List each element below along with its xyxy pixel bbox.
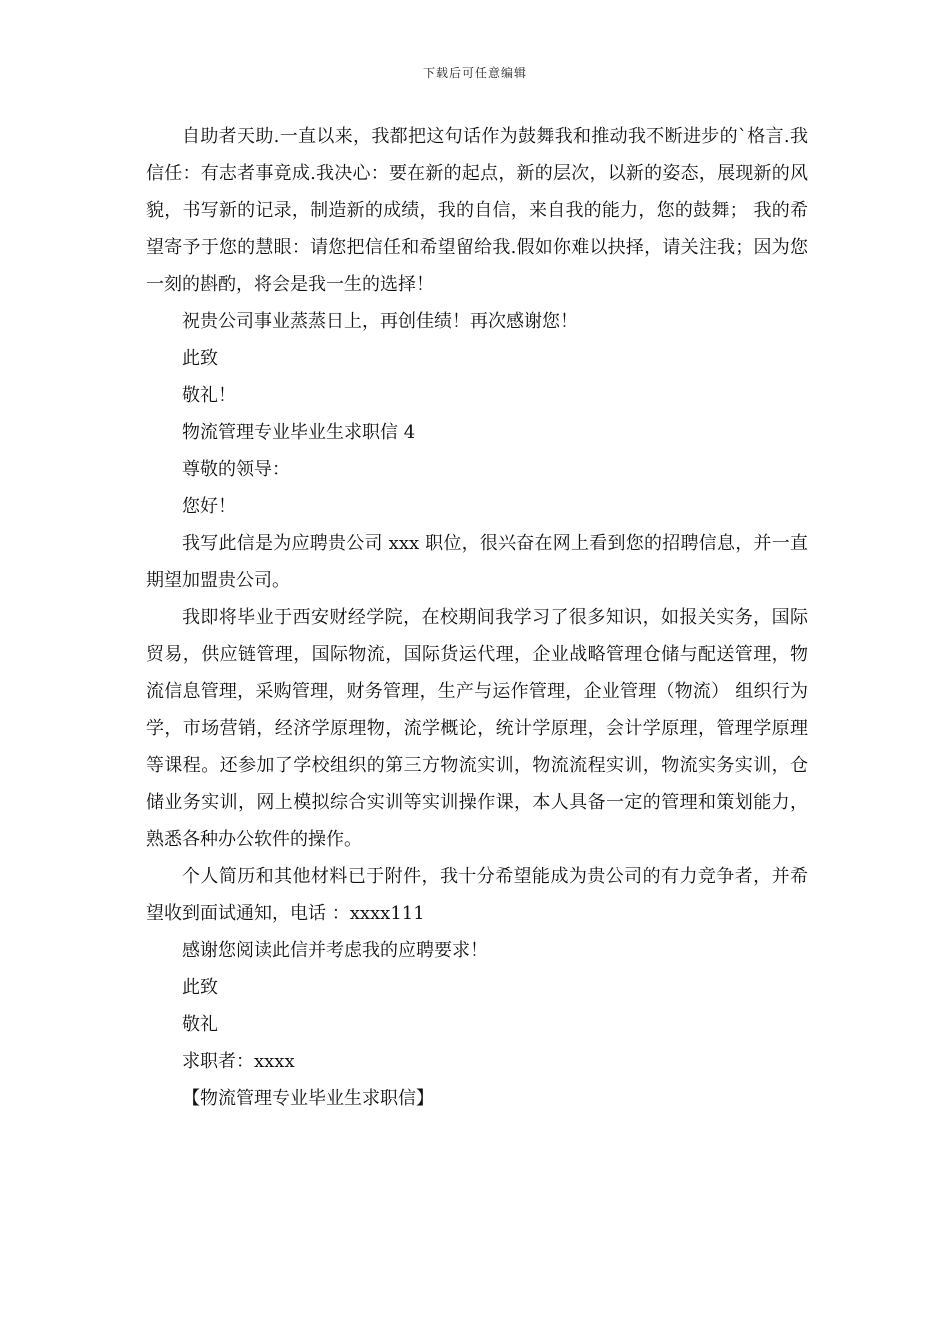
page-header: 下载后可任意编辑 [422,66,527,80]
closing-salutation: 此致 [182,348,218,369]
document-title-footer: 【物流管理专业毕业生求职信】 [182,1088,434,1109]
applicant-signature: 求职者：xxxx [182,1051,295,1072]
closing-regards-2: 敬礼 [182,1014,218,1035]
thanks-line: 感谢您阅读此信并考虑我的应聘要求！ [182,940,488,961]
section-title: 物流管理专业毕业生求职信 4 [182,422,416,443]
well-wishes-line: 祝贵公司事业蒸蒸日上，再创佳绩！再次感谢您！ [182,311,578,332]
closing-regards: 敬礼！ [182,385,236,406]
paragraph-closing-statement: 自助者天助.一直以来，我都把这句话作为鼓舞我和推动我不断进步的`格言.我信任：有志者事竟成.我决心：要在新的起点，新的层次，以新的姿态，展现新的风貌，书写新的记录，制造新的成绩，我的自信，来自我的能力，您的鼓舞； 我的希望寄予于您的慧眼：请您把信任和希望留给我.假如你难以抉择，请关注我；因为您一刻的斟酌，将会是我一生的选择！ [146,126,808,295]
closing-salutation-2: 此致 [182,977,218,998]
paragraph-education: 我即将毕业于西安财经学院，在校期间我学习了很多知识，如报关实务，国际贸易，供应链管理，国际物流，国际货运代理，企业战略管理仓储与配送管理，物流信息管理，采购管理，财务管理，生产与运作管理，企业管理（物流） 组织行为学，市场营销，经济学原理物，流学概论，统计学原理，会计学原理，管理学原理等课程。还参加了学校组织的第三方物流实训，物流流程实训，物流实务实训，仓储业务实训，网上模拟综合实训等实训操作课，本人具备一定的管理和策划能力，熟悉各种办公软件的操作。 [146,607,808,850]
letter-hello: 您好！ [182,496,236,517]
paragraph-attachments-contact: 个人简历和其他材料已于附件，我十分希望能成为贵公司的有力竞争者，并希望收到面试通知，电话 ：xxxx111 [146,866,808,924]
paragraph-application-intent: 我写此信是为应聘贵公司 xxx 职位，很兴奋在网上看到您的招聘信息，并一直期望加盟贵公司。 [146,533,808,591]
document-body [146,118,808,1117]
letter-greeting: 尊敬的领导： [182,459,290,480]
